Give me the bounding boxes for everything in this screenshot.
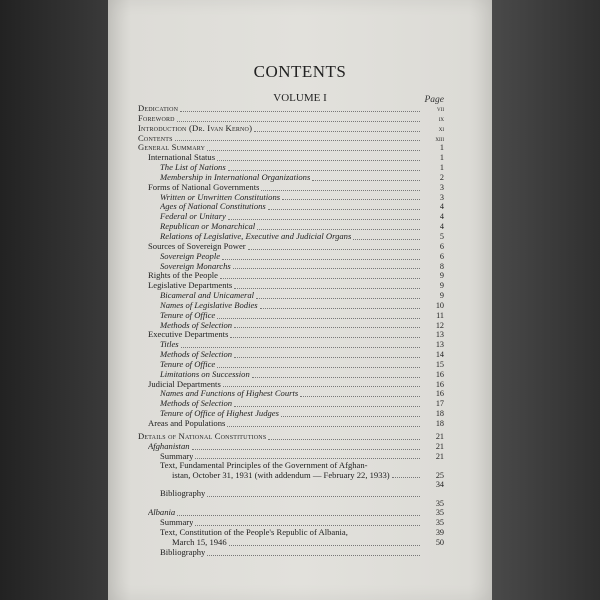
toc-entry: Forms of National Governments 3: [148, 182, 444, 192]
toc-entry: Bicameral and Unicameral 9: [160, 291, 444, 301]
toc-entry: Areas and Populations 18: [148, 419, 444, 428]
toc-entry: Written or Unwritten Constitutions 3: [160, 192, 444, 202]
toc-entry: Methods of Selection 14: [160, 350, 444, 360]
toc-entry: Republican or Monarchical 4: [160, 222, 444, 232]
toc-entry: Relations of Legislative, Executive and Judicial Organs 5: [160, 231, 444, 241]
toc-entry: Executive Departments 13: [148, 330, 444, 340]
toc-entry: Titles 13: [160, 340, 444, 350]
toc-entry: General Summary 1: [138, 143, 444, 153]
toc-entry: Tenure of Office 15: [160, 359, 444, 369]
toc-entry: Dedication vii: [138, 104, 444, 113]
toc-entry: Legislative Departments 9: [148, 281, 444, 291]
toc-entry: istan, October 31, 1931 (with addendum — February 22, 1933) 25: [172, 470, 444, 480]
toc-entry: Names and Functions of Highest Courts 16: [160, 389, 444, 399]
toc-entry: Text, Fundamental Principles of the Government of Afghan-: [160, 461, 368, 471]
toc-entry: Tenure of Office 11: [160, 310, 444, 320]
toc-entry: Sources of Sovereign Power 6: [148, 241, 444, 251]
toc-entry: Bibliography: [138, 548, 444, 558]
toc-entry: International Status 1: [148, 153, 444, 163]
background-left: [0, 0, 108, 600]
book-page: [108, 0, 492, 600]
toc-entry: Albania 35: [148, 508, 444, 518]
toc-entry: Contents xiii: [138, 133, 444, 143]
toc-entry: Tenure of Office of Highest Judges 18: [160, 409, 444, 419]
toc-entry: Ages of National Constitutions 4: [160, 202, 444, 212]
volume-heading: VOLUME I: [273, 92, 327, 104]
toc-entry: Introduction (Dr. Ivan Kerno) xi: [138, 123, 444, 133]
toc-entry: Federal or Unitary 4: [160, 212, 444, 222]
toc-entry: Summary 21: [160, 451, 444, 461]
toc-entry: Sovereign Monarchs 8: [160, 261, 444, 271]
toc-entry: Summary 35: [160, 518, 444, 528]
toc-entry: Bibliography: [138, 489, 444, 498]
toc-entry: Rights of the People 9: [148, 271, 444, 281]
page-column-header: Page: [424, 95, 444, 105]
toc-entry: Sovereign People 6: [160, 251, 444, 261]
toc-entry: Details of National Constitutions 21: [138, 431, 444, 441]
background-right: [490, 0, 600, 600]
table-of-contents: [138, 104, 444, 558]
toc-entry: Methods of Selection 17: [160, 399, 444, 409]
toc-entry: Judicial Departments 16: [148, 379, 444, 389]
toc-entry: Foreword ix: [138, 113, 444, 123]
toc-entry: Afghanistan 21: [148, 441, 444, 451]
toc-entry: Limitations on Succession 16: [160, 369, 444, 379]
toc-entry: 34: [435, 479, 444, 489]
toc-entry: Names of Legislative Bodies 10: [160, 300, 444, 310]
toc-entry: Methods of Selection 12: [160, 320, 444, 330]
toc-entry: Text, Constitution of the People's Republic of Albania, 39: [160, 528, 444, 538]
toc-entry: The List of Nations 1: [160, 163, 444, 173]
toc-entry: March 15, 1946 50: [172, 537, 444, 547]
toc-entry: 35: [435, 498, 444, 508]
page-title: CONTENTS: [253, 62, 347, 81]
toc-entry: Membership in International Organizations 2: [160, 172, 444, 182]
